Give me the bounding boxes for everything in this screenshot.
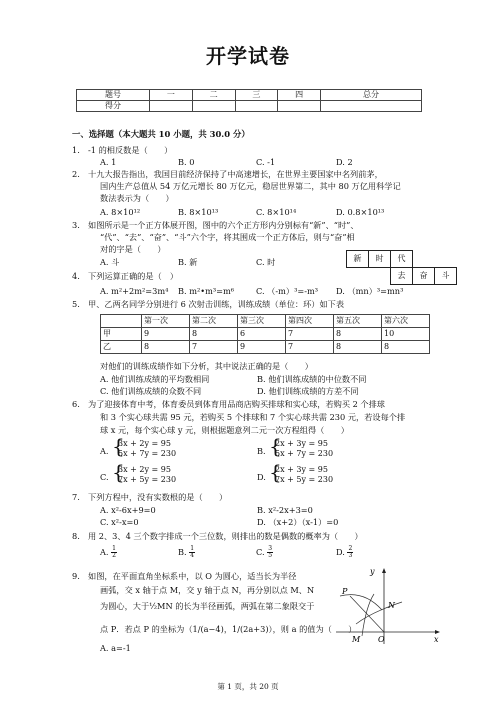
q6-option-c[interactable] <box>112 460 177 486</box>
equation: 7x + 5y = 230 <box>275 475 334 485</box>
q1-option[interactable]: C. -1 <box>256 157 276 167</box>
table-cell: 8 <box>142 341 190 354</box>
section-heading: 一、选择题（本大题共 10 小题，共 30.0 分） <box>72 129 250 139</box>
x-label: x <box>434 635 439 644</box>
q4-option[interactable]: A. m²+2m²=3m⁴ <box>100 286 169 296</box>
q8-text: 用 2、3、4 三个数字排成一个三位数，则排出的数是偶数的概率为（ ） <box>88 531 363 541</box>
q3-option[interactable]: B. 新 <box>178 257 198 267</box>
table-cell: 8 <box>334 341 382 354</box>
q8-option-c[interactable] <box>256 546 336 559</box>
score-row-label: 得分 <box>77 101 150 112</box>
score-header: 二 <box>192 90 235 101</box>
q6-option-a-label[interactable]: A. <box>100 446 109 456</box>
table-cell: 7 <box>190 341 238 354</box>
point-p-label: P <box>342 587 348 596</box>
page-footer: 第 1 页，共 20 页 <box>217 682 279 691</box>
score-cell[interactable] <box>278 101 321 112</box>
cube-cell: 奋 <box>412 267 435 285</box>
q7-text: 下列方程中，没有实数根的是（ ） <box>88 492 228 502</box>
q8-number: 8. <box>72 531 80 541</box>
q3-line: 对的字是（ ） <box>100 244 166 254</box>
q5-option[interactable]: C. 他们训练成绩的众数不同 <box>100 386 202 396</box>
table-cell: 第五次 <box>334 315 382 328</box>
score-header: 题号 <box>77 90 150 101</box>
page-title: 开学试卷 <box>206 44 290 68</box>
table-cell: 8 <box>190 328 238 341</box>
origin-label: O <box>378 635 385 644</box>
cube-cell: 时 <box>368 250 391 268</box>
q6-line: 和 3 个实心球共需 95 元，若购买 5 个排球和 7 个实心球共需 230 元，若设每个排 <box>100 412 406 422</box>
equation: 2x + 3y = 95 <box>275 465 328 474</box>
q6-number: 6. <box>72 399 80 409</box>
x-axis-arrow-icon <box>435 630 440 634</box>
table-cell: 8 <box>382 341 430 354</box>
q4-option[interactable]: D. （mn）³=mn³ <box>336 286 404 296</box>
score-header: 一 <box>150 90 193 101</box>
option-label: A. <box>100 546 109 557</box>
score-cell[interactable] <box>235 101 278 112</box>
equation: 7x + 5y = 230 <box>118 475 177 485</box>
denominator: 4 <box>190 552 195 559</box>
score-cell[interactable] <box>192 101 235 112</box>
point-n-label: N <box>388 601 395 610</box>
score-table <box>76 89 422 112</box>
option-label: B. <box>178 546 187 557</box>
q5-text: 甲、乙两名同学分别进行 6 次射击训练，训练成绩（单位：环）如下表 <box>88 299 345 309</box>
numerator: 1 <box>112 545 116 552</box>
q5-option[interactable]: D. 他们训练成绩的方差不同 <box>257 386 359 396</box>
table-cell: 第四次 <box>286 315 334 328</box>
q9-line: 如图，在平面直角坐标系中，以 O 为圆心，适当长为半径 <box>88 571 297 581</box>
table-cell: 第三次 <box>238 315 286 328</box>
denominator: 3 <box>348 552 353 559</box>
q5-option[interactable]: B. 他们训练成绩的中位数不同 <box>257 374 367 384</box>
q1-number: 1. <box>72 145 80 155</box>
table-cell <box>101 315 142 328</box>
q2-line: 国内生产总值从 54 万亿元增长 80 万亿元，稳居世界第二，其中 80 万亿用科学记 <box>100 181 401 191</box>
table-cell: 7 <box>286 341 334 354</box>
equation: 3x + 2y = 95 <box>118 439 171 448</box>
fraction <box>189 546 195 559</box>
q7-option[interactable]: A. x²-6x+9=0 <box>100 505 156 515</box>
q1-option[interactable]: D. 2 <box>336 157 353 167</box>
denominator: 5 <box>268 552 273 559</box>
score-header: 四 <box>278 90 321 101</box>
q2-option[interactable]: A. 8×10¹² <box>100 207 141 217</box>
q6-option-c-label[interactable]: C. <box>100 472 109 482</box>
q3-number: 3. <box>72 220 80 230</box>
cube-cell: 斗 <box>434 267 457 285</box>
q9-line: 为圆心，大于½MN 的长为半径画弧，两弧在第二象限交于 <box>100 601 315 611</box>
q6-option-d-label[interactable]: D. <box>257 472 266 482</box>
score-header: 三 <box>235 90 278 101</box>
table-cell: 9 <box>238 341 286 354</box>
point-m-label: M <box>352 635 361 644</box>
option-label: C. <box>256 546 265 557</box>
q5-option[interactable]: A. 他们训练成绩的平均数相同 <box>100 374 210 384</box>
table-cell: 第一次 <box>142 315 190 328</box>
brace-icon: { <box>269 460 282 484</box>
shooting-scores-table <box>100 314 430 354</box>
q7-option[interactable]: C. x²-x=0 <box>100 517 139 527</box>
equation: 2x + 3y = 95 <box>275 439 328 448</box>
q3-option[interactable]: C. 时 <box>256 257 276 267</box>
score-cell[interactable] <box>150 101 193 112</box>
coordinate-figure <box>334 566 444 646</box>
fraction <box>267 546 273 559</box>
arc <box>356 602 402 624</box>
q5-after: 对他们的训练成绩作如下分析，其中说法正确的是（ ） <box>100 361 313 371</box>
q2-number: 2. <box>72 169 80 179</box>
q8-option-b[interactable] <box>178 546 256 559</box>
y-axis-arrow-icon <box>382 568 386 573</box>
q1-text: -1 的相反数是（ ） <box>88 145 173 155</box>
q3-option[interactable]: A. 斗 <box>100 257 120 267</box>
cube-cell: 新 <box>346 250 369 268</box>
q2-option[interactable]: D. 0.8×10¹³ <box>336 207 385 217</box>
q9-line: 画弧，交 x 轴于点 M，交 y 轴于点 N，再分别以点 M、N <box>100 585 315 595</box>
table-cell: 6 <box>238 328 286 341</box>
fraction <box>111 546 117 559</box>
numerator: 2 <box>348 545 353 552</box>
brace-icon: { <box>269 434 282 458</box>
q6-option-d[interactable] <box>269 460 334 486</box>
q6-option-b-label[interactable]: B. <box>257 446 266 456</box>
q3-line: “代”、“去”、“奋”、“斗”六个字，将其围成一个正方体后，则与“奋”相 <box>100 232 355 242</box>
table-cell: 8 <box>334 328 382 341</box>
table-cell: 10 <box>382 328 430 341</box>
brace-icon: { <box>112 434 125 458</box>
q5-number: 5. <box>72 299 80 309</box>
q4-number: 4. <box>72 271 80 281</box>
q9-line: 点 P．若点 P 的坐标为（1/(a−4)，1/(2a+3)），则 a 的值为（ ） <box>100 624 357 634</box>
q4-option[interactable]: C. （-m）³=-m³ <box>256 286 319 296</box>
q2-line: 数法表示为（ ） <box>100 193 174 203</box>
table-cell: 第六次 <box>382 315 430 328</box>
q1-option[interactable]: A. 1 <box>100 157 117 167</box>
cube-cell: 代 <box>390 250 413 268</box>
fraction <box>347 546 353 559</box>
table-cell: 7 <box>286 328 334 341</box>
cube-cell: 去 <box>390 267 413 285</box>
q2-option[interactable]: C. 8×10¹⁴ <box>256 207 297 217</box>
table-cell: 乙 <box>101 341 142 354</box>
q7-number: 7. <box>72 492 80 502</box>
q6-option-a[interactable] <box>112 434 177 460</box>
q7-option[interactable]: D. （x+2）（x-1）=0 <box>257 517 339 527</box>
q9-option[interactable]: A. a=-1 <box>100 643 131 653</box>
table-cell: 甲 <box>101 328 142 341</box>
q6-line: 为了迎接体育中考，体育委员到体育用品商店购买排球和实心球，若购买 2 个排球 <box>88 399 385 409</box>
q4-option[interactable]: B. m²•m³=m⁶ <box>178 286 235 296</box>
equation: 5x + 7y = 230 <box>275 449 334 459</box>
q2-line: 十九大报告指出，我国目前经济保持了中高速增长，在世界主要国家中名列前茅， <box>88 169 383 179</box>
option-label: D. <box>336 546 345 557</box>
score-header: 总分 <box>321 90 422 101</box>
numerator: 1 <box>190 545 195 552</box>
q8-option-a[interactable] <box>100 546 178 559</box>
score-cell[interactable] <box>321 101 422 112</box>
q2-option[interactable]: B. 8×10¹³ <box>178 207 219 217</box>
q3-line: 如图所示是一个正方体展开图，图中的六个正方形内分别标有“新”、“时”、 <box>88 220 359 230</box>
q8-option-d[interactable] <box>336 546 353 559</box>
q4-text: 下列运算正确的是（ ） <box>88 271 179 281</box>
ray-op <box>350 596 384 632</box>
denominator: 2 <box>112 552 116 559</box>
table-cell: 第二次 <box>190 315 238 328</box>
y-label: y <box>370 567 375 576</box>
numerator: 3 <box>268 545 273 552</box>
brace-icon: { <box>112 460 125 484</box>
equation: 5x + 7y = 230 <box>118 449 177 459</box>
table-cell: 9 <box>142 328 190 341</box>
q1-option[interactable]: B. 0 <box>178 157 195 167</box>
q7-option[interactable]: B. x²-2x+3=0 <box>257 505 313 515</box>
equation: 3x + 2y = 95 <box>118 465 171 474</box>
q9-number: 9. <box>72 571 80 581</box>
q6-line: 球 x 元，每个实心球 y 元，则根据题意列二元一次方程组得（ ） <box>100 425 349 435</box>
q6-option-b[interactable] <box>269 434 334 460</box>
